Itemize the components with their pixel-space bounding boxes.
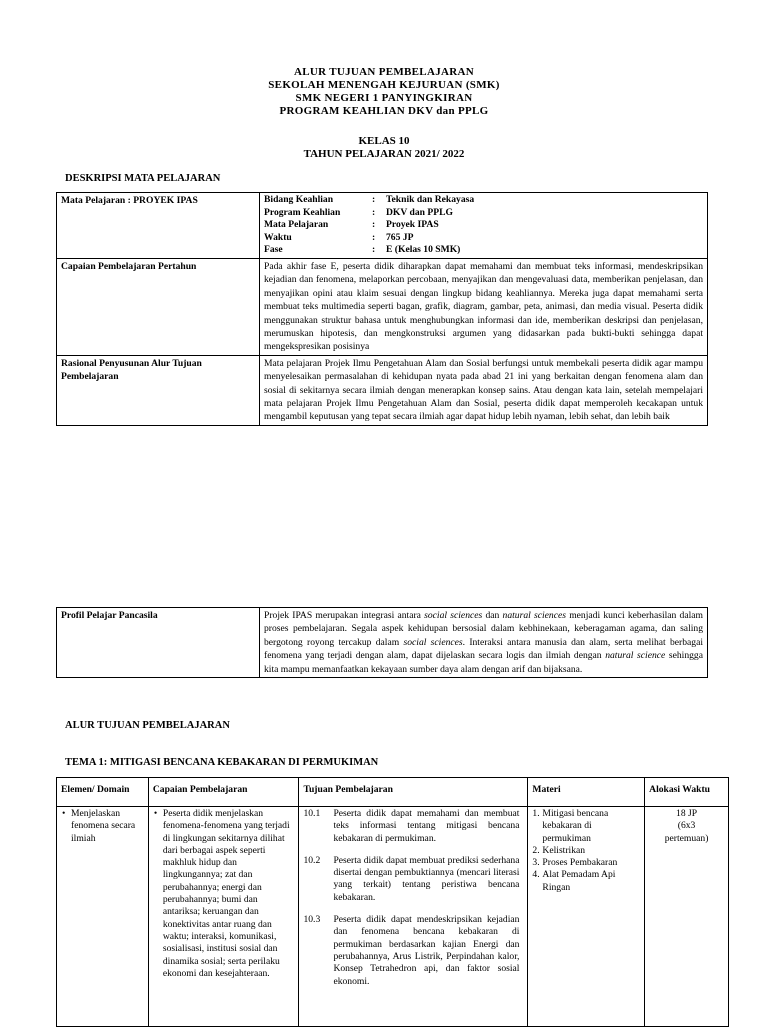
- tujuan-number: 10.3: [303, 914, 321, 926]
- profil-table: [56, 607, 708, 678]
- capaian-cell: [148, 807, 299, 1027]
- profil-label: Profil Pelajar Pancasila: [57, 608, 260, 678]
- profil-text: [260, 608, 708, 678]
- materi-text: Mitigasi bencana kebakaran di permukiman: [542, 808, 609, 844]
- materi-number: 3.: [532, 857, 540, 869]
- mapel-info-sep-1: :: [372, 206, 376, 218]
- deskripsi-title: DESKRIPSI MATA PELAJARAN: [65, 173, 221, 184]
- header-line-2: SEKOLAH MENENGAH KEJURUAN (SMK): [268, 79, 500, 91]
- alur-title: ALUR TUJUAN PEMBELAJARAN: [65, 720, 230, 731]
- profil-text-part: natural sciences: [502, 610, 566, 621]
- header-line-1: ALUR TUJUAN PEMBELAJARAN: [294, 66, 474, 78]
- materi-item: [532, 845, 640, 857]
- tujuan-cell: [299, 807, 528, 1027]
- mapel-info-k-0: Bidang Keahlian: [264, 194, 334, 205]
- materi-item: [532, 857, 640, 869]
- table-row: [57, 258, 708, 355]
- materi-number: 2.: [532, 844, 540, 856]
- tujuan-number: 10.1: [303, 808, 321, 819]
- header-tujuan: Tujuan Pembelajaran: [299, 778, 528, 807]
- table-row: [57, 355, 708, 425]
- header-elemen: Elemen/ Domain: [57, 778, 149, 807]
- mapel-info-sep-2: :: [372, 219, 376, 231]
- tujuan-text: Peserta didik dapat memahami dan membuat teks informasi tentang mitigasi bencana kebakaran di permukiman.: [333, 808, 520, 844]
- rasional-label: Rasional Penyusunan Alur Tujuan Pembelajaran: [57, 355, 260, 425]
- mapel-info-k-4: Fase: [264, 244, 283, 256]
- mapel-info-v-0: Teknik dan Rekayasa: [386, 194, 475, 205]
- materi-list: [532, 808, 640, 894]
- mapel-info-v-4: E (Kelas 10 SMK): [386, 244, 461, 256]
- mapel-info-k-3: Waktu: [264, 231, 292, 243]
- table-row: [57, 807, 729, 1027]
- mapel-info-v-3: 765 JP: [386, 231, 414, 243]
- deskripsi-table: [56, 192, 708, 426]
- alokasi-cell: [645, 807, 729, 1027]
- alokasi-line: pertemuan): [664, 832, 709, 844]
- mapel-info-k-1: Program Keahlian: [264, 206, 341, 218]
- mapel-info-sep-0: :: [372, 194, 376, 205]
- tujuan-text: Peserta didik dapat membuat prediksi sederhana disertai dengan pembuktiannya (mencari literasi yang terkait) tentang peristiwa bencana kebakaran.: [333, 854, 520, 903]
- materi-cell: [528, 807, 645, 1027]
- tema-title: TEMA 1: MITIGASI BENCANA KEBAKARAN DI PERMUKIMAN: [65, 757, 379, 768]
- profil-text-part: menjadi kunci keberhasilan dalam proses pembelajaran. Segala aspek kehidupan bersosial dalam kebhinekaan, keberagaman agama, dan saling bergotong royong tercakup dalam: [264, 610, 703, 648]
- tujuan-number: 10.2: [303, 854, 321, 866]
- materi-number: 1.: [532, 808, 540, 819]
- alokasi-line: 18 JP: [676, 808, 698, 819]
- profil-text-part: dan: [482, 610, 503, 621]
- alokasi-line: (6x3: [677, 820, 696, 832]
- class-info: [0, 135, 768, 161]
- capaian-text: Pada akhir fase E, peserta didik diharapkan dapat memahami dan membuat teks informasi, mendeskripsikan kejadian dan fenomena, melaporkan percobaan, menyajikan dan mengevaluasi data, memberikan penjelasan, dan menyajikan opini atau klaim sesuai dengan lingkup bidang keahliannya. Mereka juga dapat memahami serta membuat teks multimedia seperti bagan, grafik, diagram, gambar, peta, animasi, dan media visual. Peserta didik menggunakan struktur bahasa untuk menghubungkan informasi dan ide, memberikan deskripsi dan penjelasan, merumuskan hipotesis, dan mengkonstruksi argumen yang didasarkan pada bukti-bukti sehingga dapat mengekspresikan posisinya: [260, 258, 708, 355]
- tema-table: [56, 777, 729, 1027]
- tujuan-item: [303, 808, 523, 845]
- profil-text-part: sehingga kita mampu memanfaatkan kekayaan sumber daya alam dengan arif dan bijaksana.: [264, 650, 703, 675]
- kelas-label: KELAS 10: [358, 135, 410, 147]
- tujuan-item: [303, 914, 523, 988]
- header-capaian: Capaian Pembelajaran: [148, 778, 299, 807]
- materi-number: 4.: [532, 869, 540, 881]
- table-row: [57, 608, 708, 678]
- profil-text-part: . Interaksi antara manusia dan alam, serta melihat berbagai fenomena yang terjadi dengan alam, dapat dijelaskan secara logis dan ilmiah dengan: [264, 636, 704, 662]
- mapel-info-k-2: Mata Pelajaran: [264, 219, 329, 231]
- mapel-info-list: [264, 194, 703, 257]
- table-row: [57, 193, 708, 259]
- capaian-pembelajaran-text: • Peserta didik menjelaskan fenomena-fenomena yang terjadi di lingkungan sekitarnya dilihat dari berbagai aspek seperti makhluk hidup dan lingkungannya; zat dan perubahannya; energi dan perubahannya; bumi dan antariksa; keruangan dan konektivitas antar ruang dan waktu; interaksi, komunikasi, sosialisasi, institusi sosial dan dinamika sosial; serta perilaku ekonomi dan kesejahteraan.: [163, 808, 295, 980]
- materi-item: [532, 869, 640, 894]
- mapel-info-v-1: DKV dan PPLG: [386, 206, 453, 218]
- materi-item: [532, 808, 640, 845]
- elemen-cell: [57, 807, 149, 1027]
- mapel-info-cell: [260, 193, 708, 259]
- mapel-label: Mata Pelajaran : PROYEK IPAS: [57, 193, 260, 259]
- header-line-4: PROGRAM KEAHLIAN DKV dan PPLG: [279, 105, 489, 117]
- capaian-label: Capaian Pembelajaran Pertahun: [57, 258, 260, 355]
- tujuan-item: [303, 855, 523, 904]
- rasional-text: Mata pelajaran Projek Ilmu Pengetahuan Alam dan Sosial berfungsi untuk membekali peserta didik agar mampu menyelesaikan permasalahan di kehidupan nyata pada abad 21 ini yang berkaitan dengan fenomena alam dan sosial di sekitarnya secara ilmiah dengan menerapkan konsep sains. Atau dengan kata lain, setelah mempelajari mata pelajaran Projek Ilmu Pengetahuan Alam dan Sosial, peserta didik dapat memperoleh kecakapan untuk mengambil keputusan yang tepat secara ilmiah agar dapat hidup lebih nyaman, lebih sehat, dan lebih baik: [260, 355, 708, 425]
- materi-text: Alat Pemadam Api Ringan: [542, 869, 616, 893]
- profil-text-part: social sciences: [424, 610, 483, 621]
- mapel-info-sep-3: :: [372, 231, 376, 243]
- profil-text-part: Projek IPAS merupakan integrasi antara: [264, 610, 425, 621]
- header-line-3: SMK NEGERI 1 PANYINGKIRAN: [295, 92, 473, 104]
- materi-text: Proses Pembakaran: [542, 857, 618, 869]
- mapel-info-sep-4: :: [372, 244, 376, 256]
- elemen-text: • Menjelaskan fenomena secara ilmiah: [71, 808, 144, 845]
- document-header: [0, 66, 768, 118]
- tujuan-text: Peserta didik dapat mendeskripsikan kejadian dan fenomena bencana kebakaran di permukiman berdasarkan kajian Energi dan perubahannya, Arus Listrik, Perpindahan kalor, Konsep Tetrahedron api, dan faktor sosial ekonomi.: [333, 914, 520, 987]
- materi-text: Kelistrikan: [542, 844, 586, 856]
- table-header-row: [57, 778, 729, 807]
- tahun-label: TAHUN PELAJARAN 2021/ 2022: [303, 148, 465, 160]
- profil-text-part: social sciences: [403, 636, 463, 648]
- header-materi: Materi: [528, 778, 645, 807]
- header-alokasi: Alokasi Waktu: [645, 778, 729, 807]
- profil-text-part: natural science: [605, 650, 666, 662]
- mapel-info-v-2: Proyek IPAS: [386, 219, 439, 231]
